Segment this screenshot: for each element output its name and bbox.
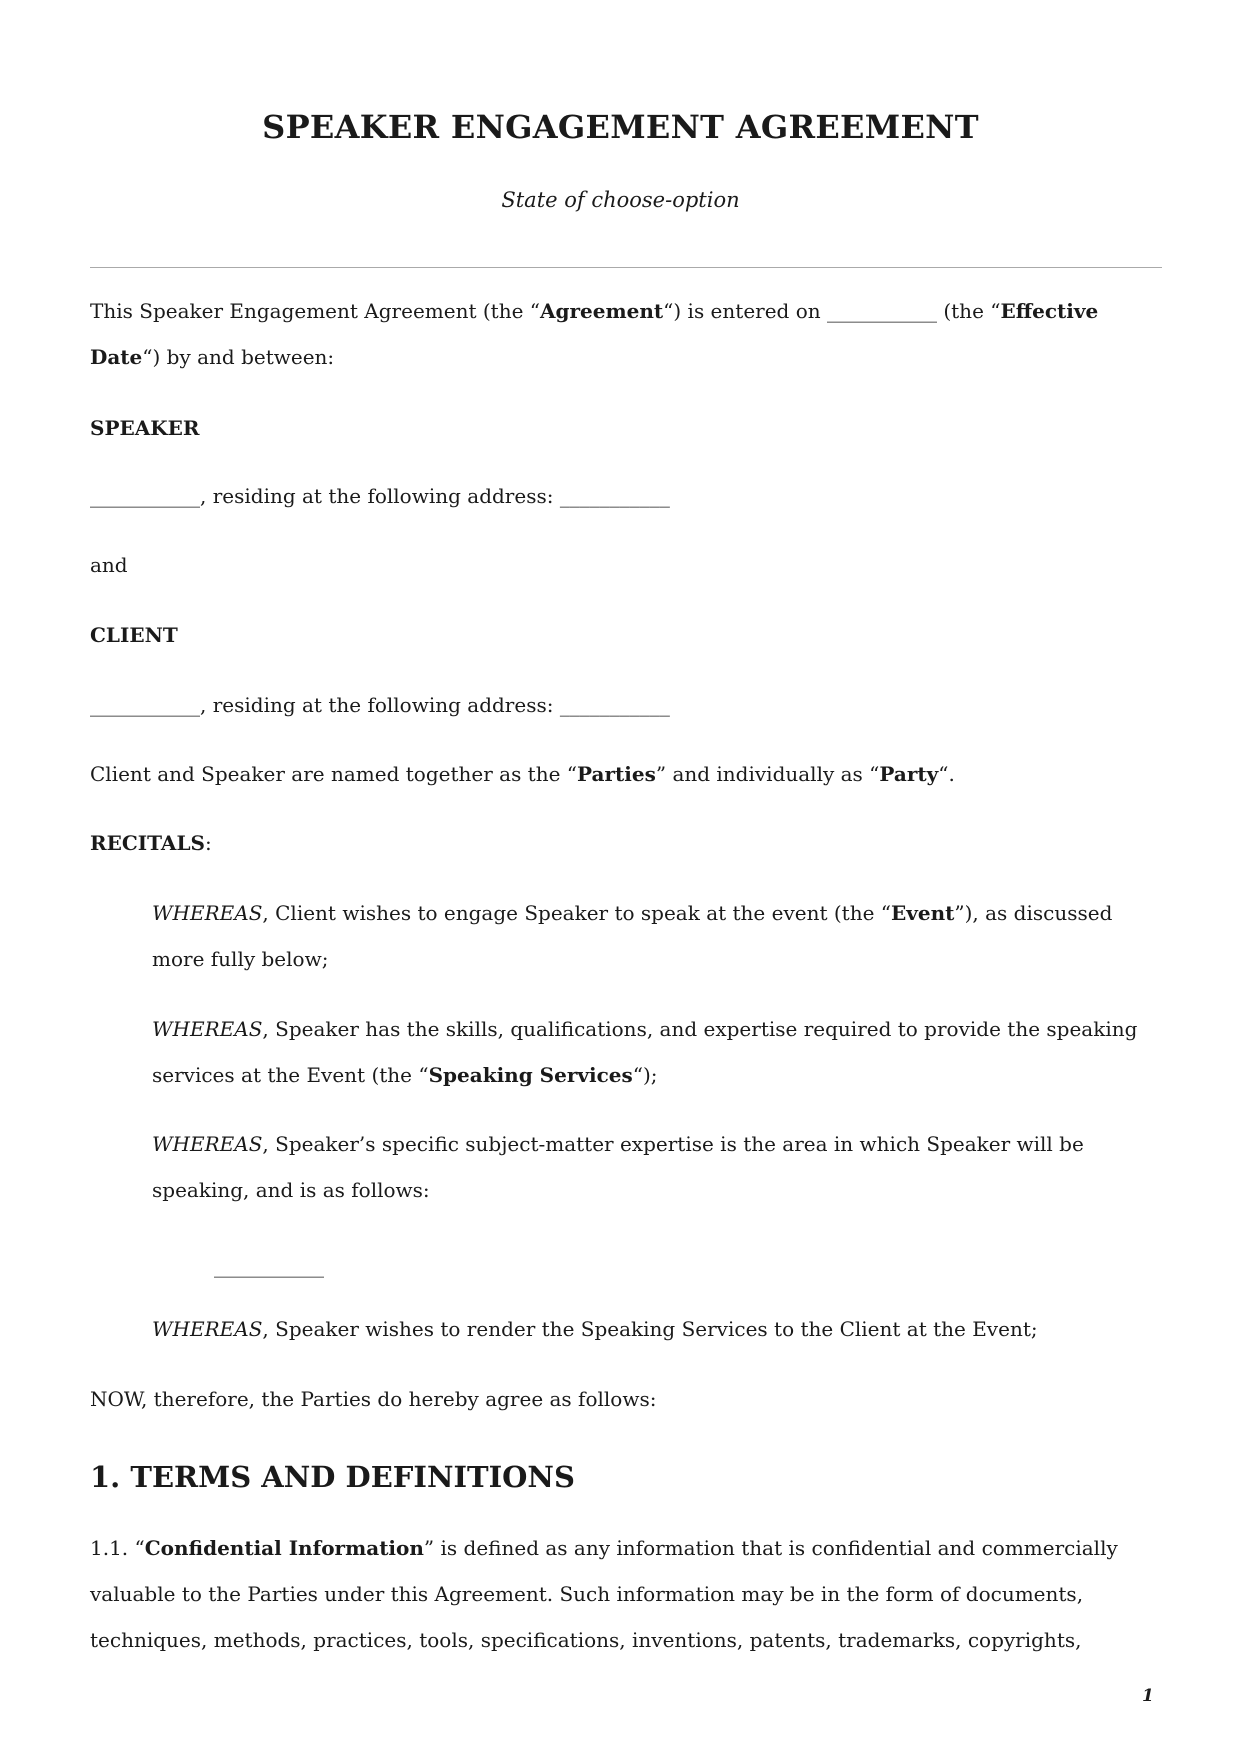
divider (90, 267, 1162, 268)
whereas: WHEREAS (152, 1132, 263, 1156)
recital-1 (152, 890, 1165, 982)
whereas: WHEREAS (152, 1017, 263, 1041)
recital-2 (152, 1006, 1165, 1098)
text: “); (632, 1063, 658, 1087)
speaker-line: ___________, residing at the following address: ___________ (90, 484, 670, 508)
text: This Speaker Engagement Agreement (the “ (90, 299, 540, 323)
term-parties: Parties (577, 762, 656, 786)
recitals-label: RECITALS (90, 831, 205, 855)
term-confidential-information: Confidential Information (144, 1536, 424, 1560)
text: , Speaker has the skills, qualifications, and expertise required to provide the speaking services at the Event (the “ (152, 1017, 1138, 1087)
text: , Speaker’s specific subject-matter expertise is the area in which Speaker will be speaking, and is as follows: (152, 1132, 1084, 1202)
term-speaking-services: Speaking Services (428, 1063, 633, 1087)
text: Client and Speaker are named together as the “ (90, 762, 578, 786)
text: , Speaker wishes to render the Speaking Services to the Client at the Event; (262, 1317, 1038, 1341)
text: “) by and between: (142, 345, 335, 369)
text: : (204, 831, 212, 855)
intro-paragraph (90, 288, 1165, 380)
recital-4 (152, 1306, 1165, 1352)
text: ”), as discussed more fully below; (152, 901, 1113, 971)
term-effective-date: Effective Date (90, 299, 1099, 369)
text: ” and individually as “ (655, 762, 880, 786)
term-agreement: Agreement (540, 299, 664, 323)
now-therefore: NOW, therefore, the Parties do hereby agree as follows: (90, 1387, 657, 1411)
text: “) is entered on ___________ (the “ (663, 299, 1001, 323)
text: ” is defined as any information that is confidential and commercially valuable to the Parties under this Agreement. Such information may be in the form of documents, techniques, methods, practices, tools, specifications, inventions, patents, trademarks, copyrights, (90, 1536, 1118, 1652)
page-number: 1 (1142, 1686, 1154, 1706)
clause-1-1 (90, 1525, 1165, 1663)
whereas: WHEREAS (152, 901, 263, 925)
expertise-blank: ___________ (214, 1254, 324, 1278)
and-text: and (90, 553, 128, 577)
speaker-heading: SPEAKER (90, 416, 200, 440)
text: “. (938, 762, 955, 786)
term-party: Party (879, 762, 939, 786)
text: , Client wishes to engage Speaker to speak at the event (the “ (262, 901, 892, 925)
section-heading: 1. TERMS AND DEFINITIONS (90, 1460, 575, 1494)
client-line: ___________, residing at the following address: ___________ (90, 693, 670, 717)
recital-3 (152, 1121, 1165, 1213)
document-title: SPEAKER ENGAGEMENT AGREEMENT (262, 108, 979, 146)
document-subtitle: State of choose-option (501, 188, 740, 212)
term-event: Event (891, 901, 955, 925)
client-heading: CLIENT (90, 623, 178, 647)
parties-paragraph (90, 751, 1165, 797)
whereas: WHEREAS (152, 1317, 263, 1341)
recitals-heading (90, 820, 1165, 866)
text: 1.1. “ (90, 1536, 145, 1560)
